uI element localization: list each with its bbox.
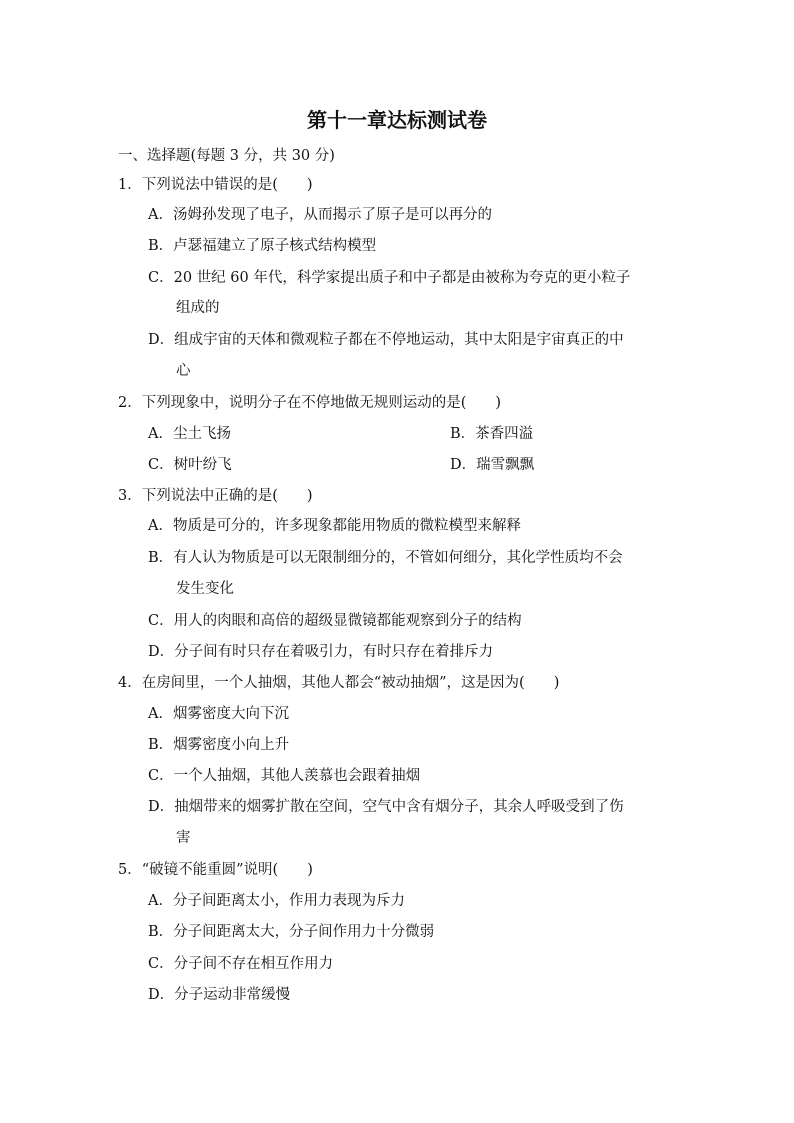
section-heading: 一、选择题(每题 3 分，共 30 分) — [118, 148, 335, 164]
question-1-option-a: A．汤姆孙发现了电子，从而揭示了原子是可以再分的 — [148, 207, 492, 223]
question-2-option-d: D．瑞雪飘飘 — [450, 457, 535, 473]
question-4-option-c: C．一个人抽烟，其他人羡慕也会跟着抽烟 — [148, 768, 421, 784]
question-5-option-d: D．分子运动非常缓慢 — [148, 987, 291, 1003]
question-2-option-a: A．尘土飞扬 — [148, 426, 231, 442]
question-3-option-a: A．物质是可分的，许多现象都能用物质的微粒模型来解释 — [148, 518, 521, 534]
question-2-option-b: B．茶香四溢 — [450, 426, 534, 442]
question-3-option-b-cont: 发生变化 — [176, 581, 234, 597]
question-3-option-d: D．分子间有时只存在着吸引力，有时只存在着排斥力 — [148, 644, 494, 660]
question-5-option-b: B．分子间距离太大，分子间作用力十分微弱 — [148, 924, 435, 940]
question-4-option-a: A．烟雾密度大向下沉 — [148, 706, 289, 722]
question-1-stem: 1．下列说法中错误的是( ) — [118, 177, 313, 193]
question-4-option-d-cont: 害 — [176, 830, 191, 846]
question-5-option-c: C．分子间不存在相互作用力 — [148, 956, 334, 972]
question-1-option-c: C．20 世纪 60 年代，科学家提出质子和中子都是由被称为夸克的更小粒子 — [148, 270, 631, 286]
question-2-option-c: C．树叶纷飞 — [148, 457, 232, 473]
question-3-option-b: B．有人认为物质是可以无限制细分的，不管如何细分，其化学性质均不会 — [148, 550, 623, 566]
question-5-stem: 5．“破镜不能重圆”说明( ) — [118, 862, 313, 878]
question-2-stem: 2．下列现象中，说明分子在不停地做无规则运动的是( ) — [118, 395, 502, 411]
question-1-option-c-cont: 组成的 — [176, 300, 220, 316]
question-4-stem: 4．在房间里，一个人抽烟，其他人都会“被动抽烟”，这是因为( ) — [118, 675, 560, 691]
question-4-option-b: B．烟雾密度小向上升 — [148, 737, 290, 753]
question-1-option-b: B．卢瑟福建立了原子核式结构模型 — [148, 238, 377, 254]
question-3-stem: 3．下列说法中正确的是( ) — [118, 488, 313, 504]
question-5-option-a: A．分子间距离太小，作用力表现为斥力 — [148, 893, 405, 909]
question-3-option-c: C．用人的肉眼和高倍的超级显微镜都能观察到分子的结构 — [148, 613, 522, 629]
question-1-option-d-cont: 心 — [176, 363, 191, 379]
page-title: 第十一章达标测试卷 — [307, 108, 487, 132]
question-1-option-d: D．组成宇宙的天体和微观粒子都在不停地运动，其中太阳是宇宙真正的中 — [148, 332, 624, 348]
question-4-option-d: D．抽烟带来的烟雾扩散在空间，空气中含有烟分子，其余人呼吸受到了伤 — [148, 799, 624, 815]
